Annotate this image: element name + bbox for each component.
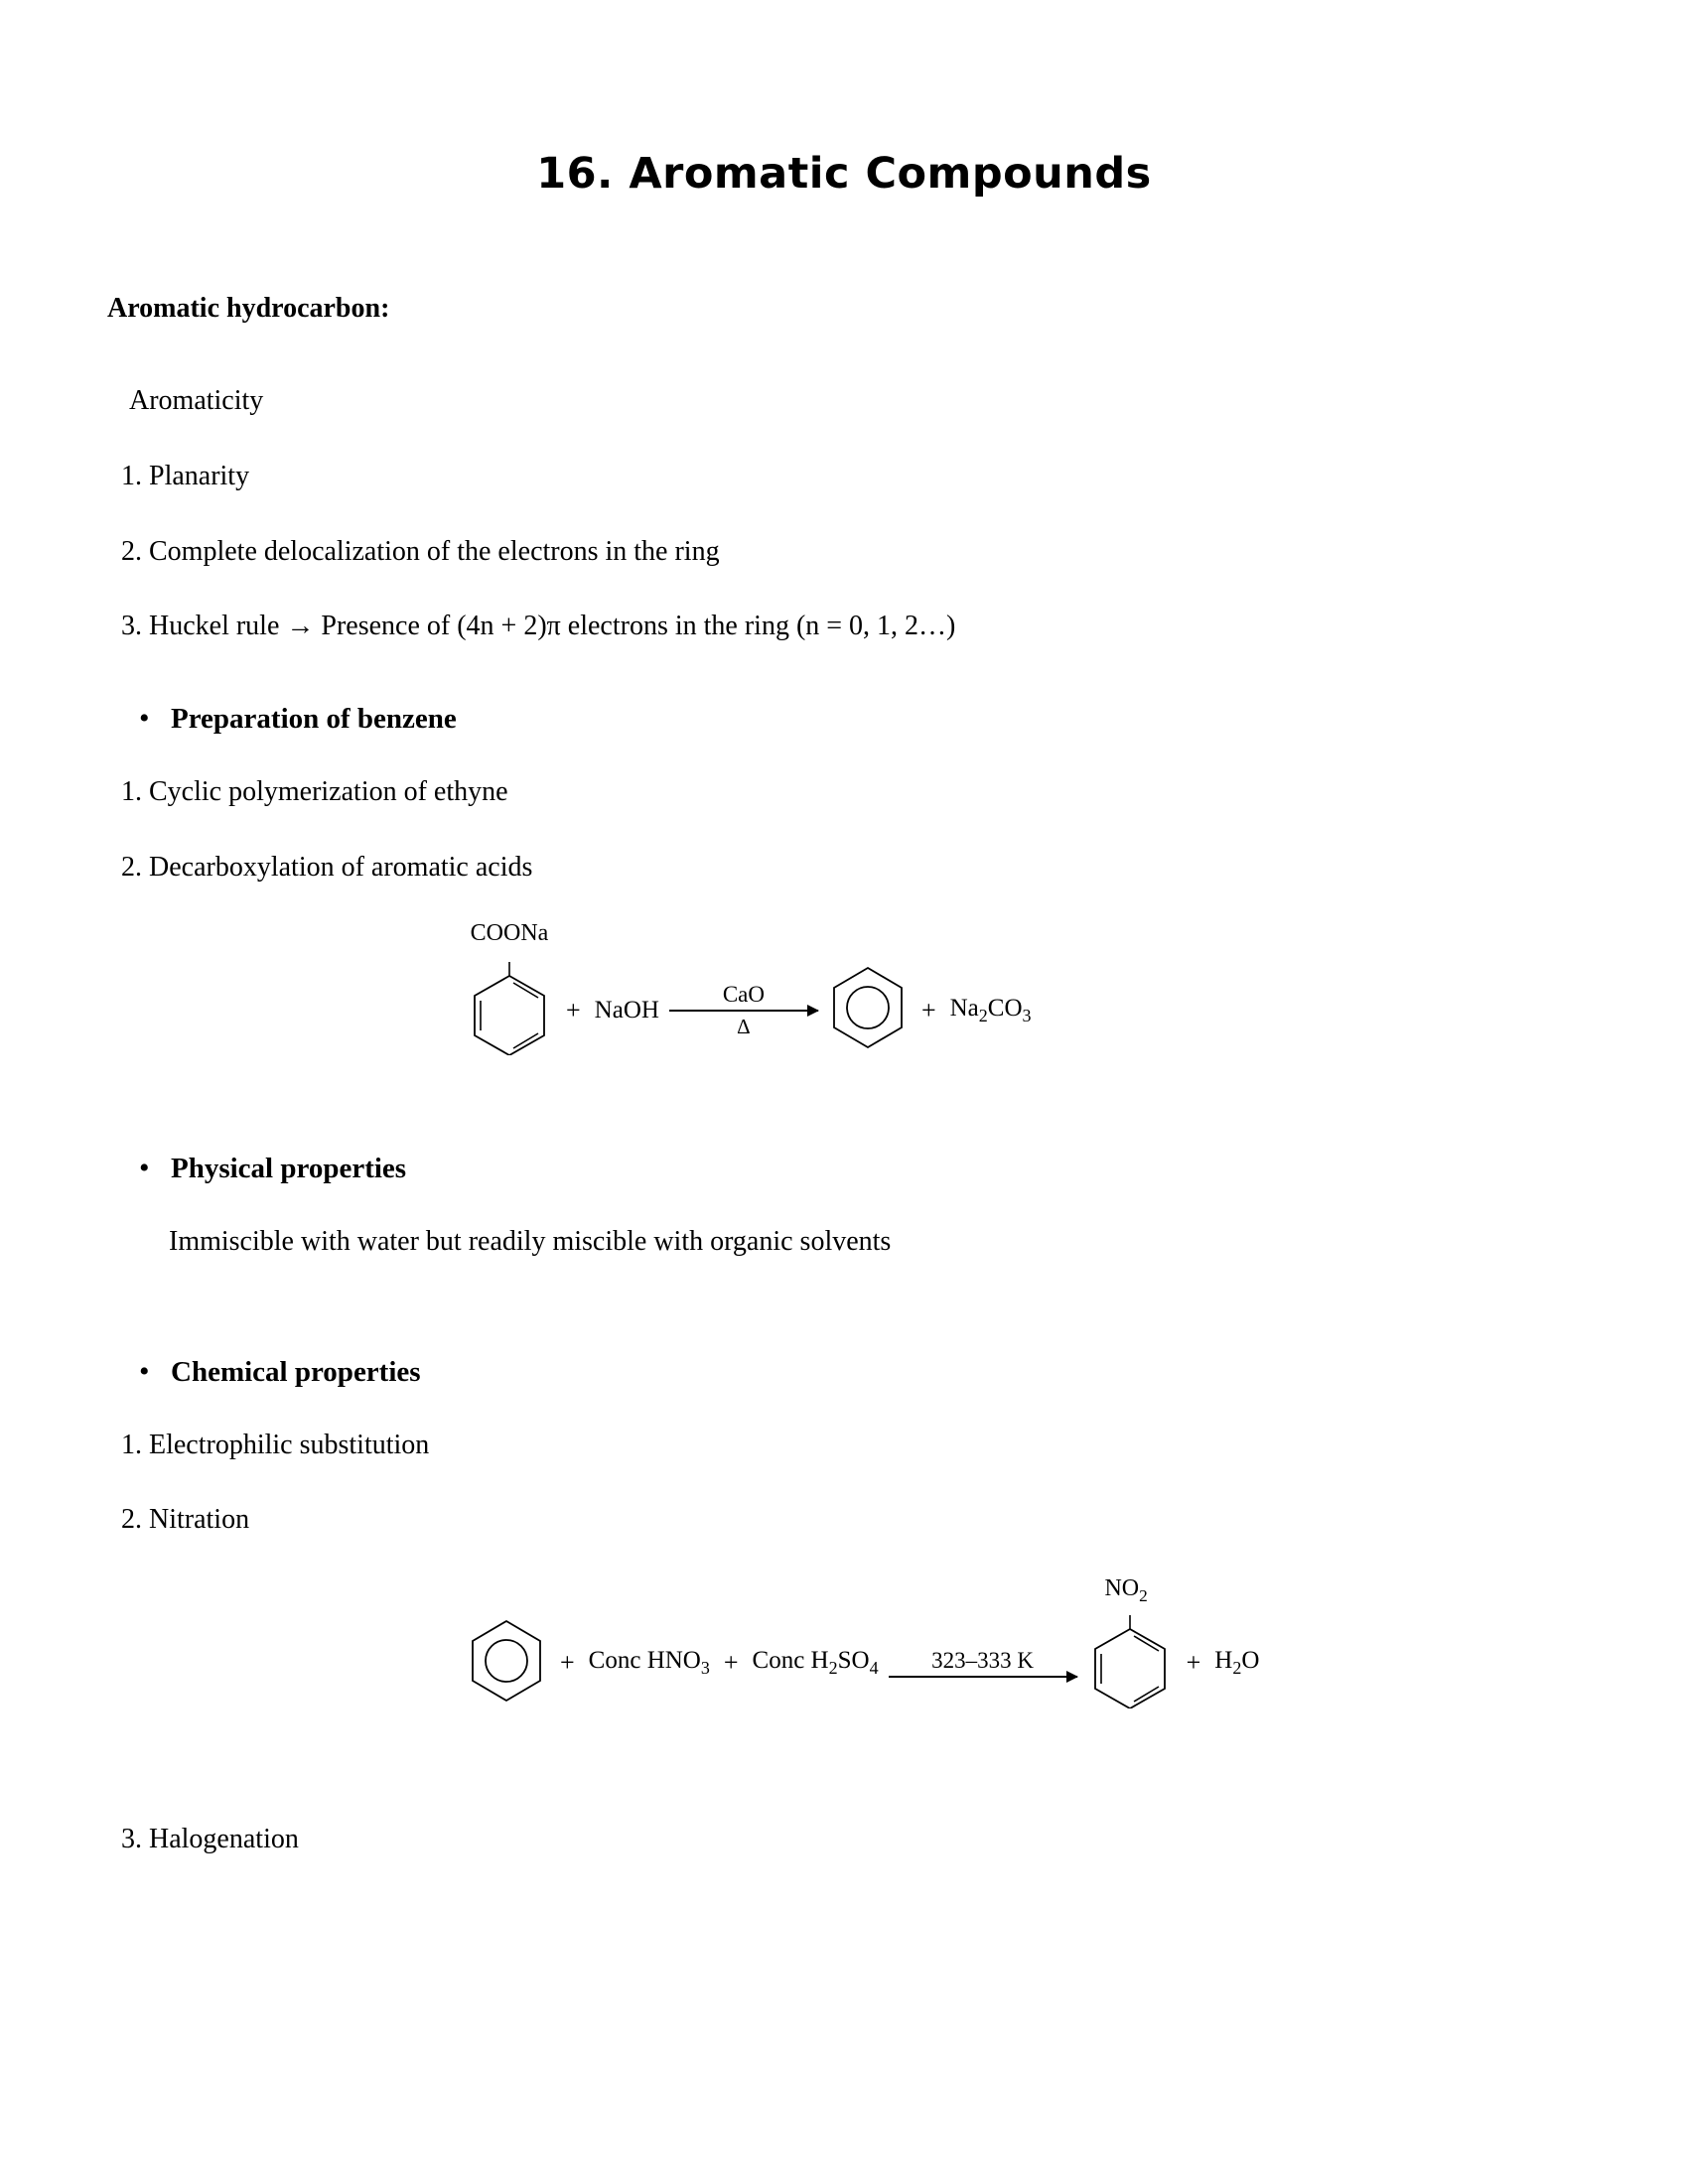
preparation-item-1: 1. Cyclic polymerization of ethyne	[121, 776, 508, 808]
no2-text: NO	[1104, 1574, 1140, 1601]
benzene-product-structure	[828, 964, 908, 1056]
byproduct-water	[1214, 1647, 1259, 1679]
no2-sub: 2	[1139, 1585, 1148, 1605]
chemical-properties-item-2: 2. Nitration	[121, 1504, 250, 1536]
reagent-conc-h2so4	[753, 1647, 879, 1679]
bullet-preparation-of-benzene	[0, 703, 1688, 736]
water-h: H	[1214, 1647, 1233, 1675]
arrow-condition-temperature: 323–333 K	[931, 1648, 1035, 1674]
bullet-physical-properties	[0, 1153, 1688, 1185]
reaction-arrow-cao	[669, 982, 818, 1039]
nitrobenzene-structure	[1087, 1574, 1173, 1713]
plus-sign-1: +	[560, 1648, 575, 1678]
reagent-plus-sign: +	[723, 1648, 739, 1678]
reagent-hno3-sub: 3	[700, 1658, 710, 1679]
arrow-condition-cao: CaO	[722, 981, 766, 1007]
bullet-chemical-properties	[0, 1356, 1688, 1389]
aromaticity-item-3: 3. Huckel rule → Presence of (4n + 2)π electrons in the ring (n = 0, 1, 2…)	[121, 611, 956, 642]
arrow-condition-delta: Δ	[737, 1014, 751, 1038]
substituent-label-coona: COONa	[470, 920, 549, 947]
reagent-conc-hno3	[589, 1647, 710, 1679]
reaction-nitration	[0, 1574, 1688, 1747]
substituent-label-no2	[1104, 1575, 1147, 1606]
benzoate-structure	[467, 920, 552, 1060]
benzene-reactant-structure	[467, 1617, 546, 1709]
reagent-h2so4-sub2: 4	[869, 1658, 879, 1679]
water-sub: 2	[1232, 1658, 1242, 1679]
benzene-ring-icon	[467, 960, 552, 1055]
reaction-arrow-temperature	[889, 1648, 1077, 1678]
reagent-h2so4-sub1: 2	[828, 1658, 838, 1679]
physical-properties-item-1: Immiscible with water but readily miscible with organic solvents	[169, 1225, 892, 1257]
benzene-ring-circle-icon	[467, 1617, 546, 1705]
bullet-dot-icon: •	[139, 1354, 150, 1388]
chemical-properties-item-1: 1. Electrophilic substitution	[121, 1429, 430, 1460]
water-o: O	[1241, 1647, 1260, 1675]
reagent-h2so4-text: Conc H	[752, 1647, 829, 1675]
section-label-physical-properties: Physical properties	[171, 1152, 407, 1184]
byproduct-sodium-carbonate	[950, 995, 1032, 1026]
byproduct-na: Na	[949, 994, 979, 1022]
section-label-preparation-of-benzene: Preparation of benzene	[171, 703, 457, 736]
bullet-dot-icon: •	[139, 702, 150, 736]
reagent-hno3-text: Conc HNO	[588, 1647, 701, 1675]
aromaticity-item-1: 1. Planarity	[121, 460, 250, 491]
reagent-naoh: NaOH	[594, 996, 659, 1024]
preparation-item-2: 2. Decarboxylation of aromatic acids	[121, 851, 533, 883]
byproduct-na-sub: 2	[978, 1005, 988, 1025]
byproduct-co-sub: 3	[1022, 1005, 1032, 1025]
arrow-line-icon	[669, 1010, 818, 1012]
bullet-dot-icon: •	[139, 1151, 150, 1184]
reaction-decarboxylation	[0, 920, 1688, 1095]
page-title: 16. Aromatic Compounds	[536, 149, 1152, 199]
aromaticity-item-2: 2. Complete delocalization of the electrons in the ring	[121, 535, 720, 567]
section-label-chemical-properties: Chemical properties	[171, 1355, 421, 1388]
benzene-ring-icon	[1087, 1613, 1173, 1708]
plus-sign-1: +	[566, 995, 581, 1024]
aromaticity-label: Aromaticity	[129, 385, 264, 416]
benzene-ring-circle-icon	[828, 964, 908, 1051]
chemical-properties-item-3: 3. Halogenation	[121, 1824, 299, 1855]
reagent-h2so4-mid: SO	[837, 1647, 870, 1675]
section-heading-aromatic-hydrocarbon: Aromatic hydrocarbon:	[107, 293, 390, 324]
plus-sign-2: +	[1186, 1648, 1201, 1678]
arrow-line-icon	[889, 1676, 1077, 1678]
plus-sign-2: +	[920, 995, 936, 1024]
byproduct-co: CO	[987, 994, 1023, 1022]
